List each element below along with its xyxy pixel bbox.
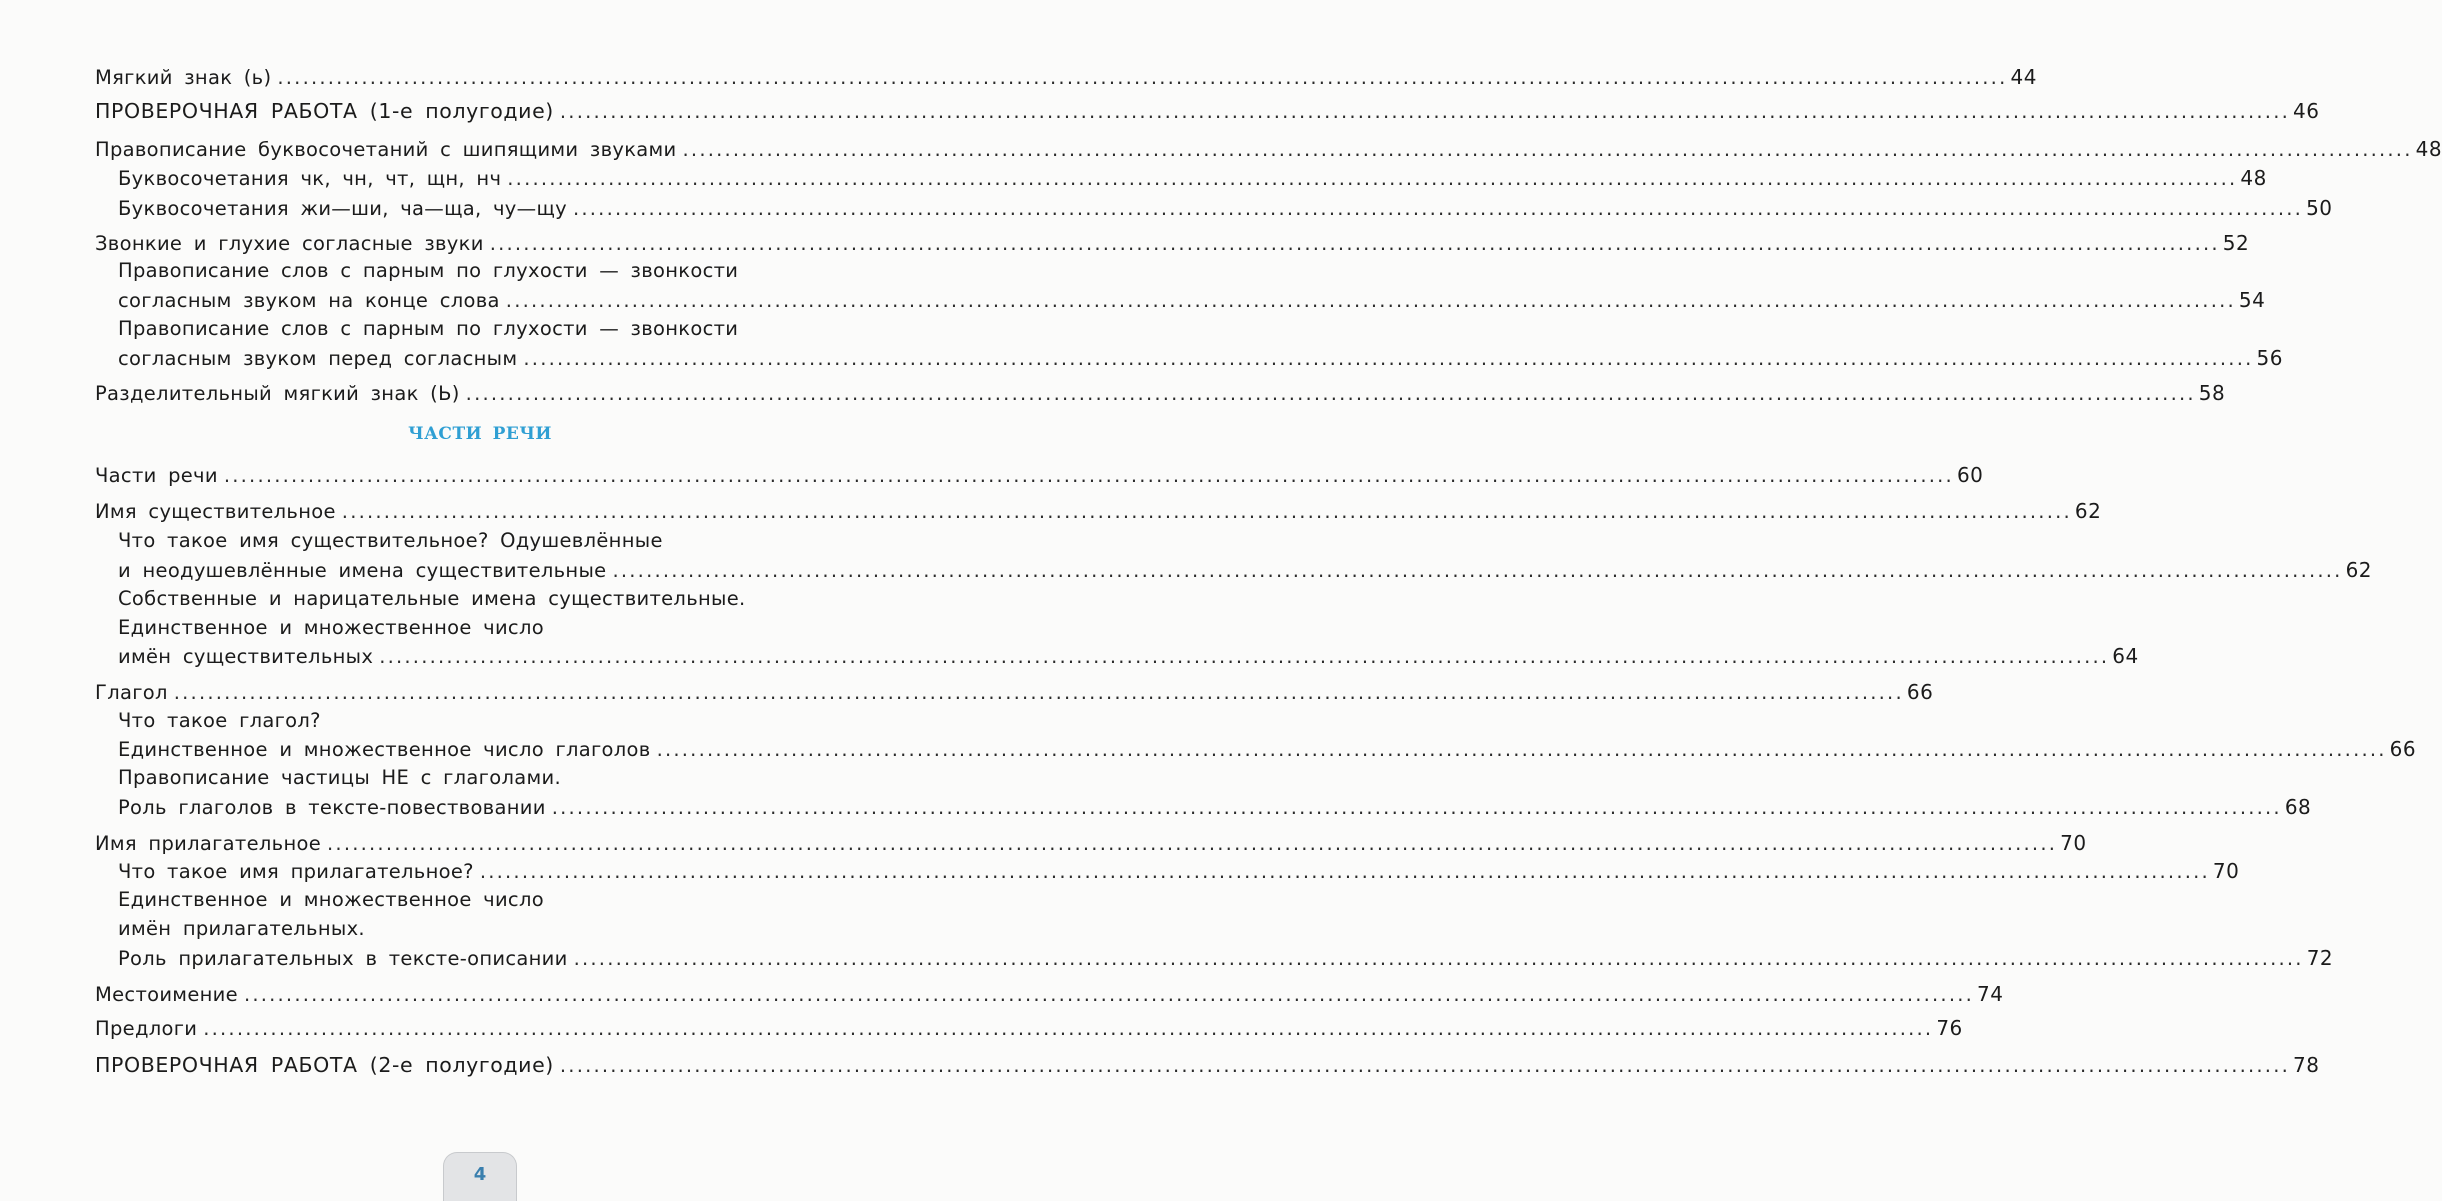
toc-leader: .............................................................................................................................................................................................................. (523, 347, 2254, 370)
toc-leader: .............................................................................................................................................................................................................. (612, 559, 2343, 582)
toc-entry-title: Что такое глагол? (118, 709, 321, 732)
toc-entry-title: Имя существительное (95, 500, 336, 523)
toc-leader: .............................................................................................................................................................................................................. (203, 1017, 1934, 1040)
toc-leader: .............................................................................................................................................................................................................. (223, 464, 1954, 487)
toc-entry-title: ПРОВЕРОЧНАЯ РАБОТА (2-е полугодие) (95, 1053, 554, 1077)
toc-entry-page: 66 (1906, 680, 1934, 704)
toc-entry-title: согласным звуком перед согласным (118, 347, 518, 370)
toc-entry[interactable] (95, 378, 2226, 408)
toc-entry-page: 48 (2415, 137, 2442, 161)
toc-entry-line[interactable] (118, 314, 865, 344)
toc-entry-title: согласным звуком на конце слова (118, 289, 500, 312)
toc-entry[interactable] (118, 792, 2312, 822)
toc-entry[interactable] (118, 856, 2240, 886)
toc-entry-title: Роль глаголов в тексте-повествовании (118, 796, 546, 819)
toc-leader: .............................................................................................................................................................................................................. (243, 983, 1975, 1006)
toc-entry[interactable] (118, 285, 2266, 315)
toc-entry-title: Роль прилагательных в тексте-описании (118, 947, 568, 970)
toc-entry-page: 70 (2060, 831, 2087, 855)
toc-entry[interactable] (118, 641, 2139, 671)
toc-entry-page: 50 (2306, 196, 2333, 220)
toc-leader: .............................................................................................................................................................................................................. (572, 197, 2304, 220)
toc-entry-page: 44 (2010, 65, 2037, 89)
toc-entry-page: 76 (1936, 1016, 1963, 1040)
toc-leader: .............................................................................................................................................................................................................. (573, 947, 2304, 970)
toc-entry-page: 62 (2345, 558, 2373, 582)
toc-entry-line[interactable] (118, 885, 865, 915)
toc-entry[interactable] (95, 496, 2102, 526)
toc-entry-title: Что такое имя прилагательное? (118, 860, 474, 883)
page-number: 4 (473, 1163, 487, 1185)
toc-leader: .............................................................................................................................................................................................................. (559, 100, 2290, 123)
toc-entry-title: имён прилагательных. (118, 917, 365, 940)
toc-leader: .............................................................................................................................................................................................................. (277, 66, 2008, 89)
toc-entry-title: Единственное и множественное число (118, 888, 544, 911)
toc-entry-title: Что такое имя существительное? Одушевлённые (118, 529, 663, 552)
toc-entry-title: и неодушевлённые имена существительные (118, 559, 607, 582)
toc-entry-title: Разделительный мягкий знак (Ь) (95, 382, 460, 405)
toc-entry-page: 72 (2306, 946, 2334, 970)
toc-entry-title: Правописание слов с парным по глухости — звонкости (118, 259, 739, 282)
toc-entry-page: 56 (2256, 346, 2283, 370)
toc-leader: .............................................................................................................................................................................................................. (327, 832, 2058, 855)
toc-entry[interactable] (95, 1013, 1963, 1043)
toc-entry-line[interactable] (118, 706, 865, 736)
toc-entry-title: Имя прилагательное (95, 832, 322, 855)
toc-entry-page: 58 (2198, 381, 2226, 405)
toc-entry-page: 60 (1956, 463, 1984, 487)
toc-entry-page: 64 (2112, 644, 2139, 668)
toc-entry-page: 54 (2238, 288, 2266, 312)
toc-entry-title: Мягкий знак (ь) (95, 66, 272, 89)
toc-leader: .............................................................................................................................................................................................................. (489, 232, 2220, 255)
toc-entry-title: ПРОВЕРОЧНАЯ РАБОТА (1-е полугодие) (95, 99, 554, 123)
toc-entry-title: Предлоги (95, 1017, 198, 1040)
toc-entry-title: Буквосочетания чк, чн, чт, щн, нч (118, 167, 502, 190)
toc-entry[interactable] (95, 96, 2320, 126)
section-heading: ЧАСТИ РЕЧИ (408, 424, 552, 444)
toc-entry[interactable] (118, 943, 2334, 973)
toc-entry-page: 70 (2212, 859, 2240, 883)
toc-entry-line[interactable] (118, 613, 865, 643)
toc-leader: .............................................................................................................................................................................................................. (682, 138, 2413, 161)
toc-entry[interactable] (118, 555, 2373, 585)
toc-entry-title: Местоимение (95, 983, 238, 1006)
toc-entry[interactable] (95, 62, 2037, 92)
toc-entry[interactable] (95, 460, 1984, 490)
toc-entry-page: 46 (2293, 99, 2320, 123)
toc-entry-line[interactable] (118, 584, 865, 614)
toc-entry-page: 62 (2074, 499, 2102, 523)
toc-leader: .............................................................................................................................................................................................................. (379, 645, 2110, 668)
toc-entry[interactable] (118, 734, 2417, 764)
toc-entry[interactable] (118, 343, 2283, 373)
toc-entry[interactable] (95, 979, 2004, 1009)
toc-leader: .............................................................................................................................................................................................................. (559, 1054, 2290, 1077)
toc-entry-title: Части речи (95, 464, 218, 487)
toc-entry[interactable] (95, 134, 2442, 164)
page-number-tab (443, 1152, 517, 1201)
toc-entry[interactable] (95, 677, 1934, 707)
toc-leader: .............................................................................................................................................................................................................. (479, 860, 2210, 883)
toc-leader: .............................................................................................................................................................................................................. (551, 796, 2282, 819)
toc-leader: .............................................................................................................................................................................................................. (465, 382, 2196, 405)
toc-entry-title: Собственные и нарицательные имена существительные. (118, 587, 746, 610)
toc-entry-page: 78 (2293, 1053, 2320, 1077)
toc-entry-line[interactable] (118, 526, 865, 556)
toc-leader: .............................................................................................................................................................................................................. (507, 167, 2238, 190)
toc-entry-line[interactable] (118, 763, 865, 793)
toc-entry[interactable] (95, 828, 2087, 858)
toc-entry-line[interactable] (118, 914, 865, 944)
toc-entry-line[interactable] (118, 256, 865, 286)
toc-entry[interactable] (95, 228, 2250, 258)
toc-leader: .............................................................................................................................................................................................................. (656, 738, 2387, 761)
toc-entry-title: имён существительных (118, 645, 374, 668)
toc-leader: .............................................................................................................................................................................................................. (505, 289, 2236, 312)
toc-entry-title: Правописание частицы НЕ с глаголами. (118, 766, 561, 789)
toc-entry-title: Буквосочетания жи—ши, ча—ща, чу—щу (118, 197, 567, 220)
toc-entry-title: Единственное и множественное число глаголов (118, 738, 651, 761)
toc-entry-page: 66 (2389, 737, 2417, 761)
toc-entry-title: Глагол (95, 681, 168, 704)
toc-entry-title: Правописание буквосочетаний с шипящими звуками (95, 138, 677, 161)
toc-entry[interactable] (118, 163, 2267, 193)
toc-leader: .............................................................................................................................................................................................................. (173, 681, 1904, 704)
toc-leader: .............................................................................................................................................................................................................. (341, 500, 2072, 523)
toc-entry-title: Единственное и множественное число (118, 616, 544, 639)
toc-entry[interactable] (118, 193, 2333, 223)
toc-entry-page: 48 (2240, 166, 2267, 190)
toc-entry-title: Звонкие и глухие согласные звуки (95, 232, 484, 255)
toc-entry-page: 68 (2284, 795, 2312, 819)
toc-entry[interactable] (95, 1050, 2320, 1080)
toc-entry-title: Правописание слов с парным по глухости — звонкости (118, 317, 739, 340)
toc-entry-page: 52 (2222, 231, 2250, 255)
toc-entry-page: 74 (1977, 982, 2004, 1006)
